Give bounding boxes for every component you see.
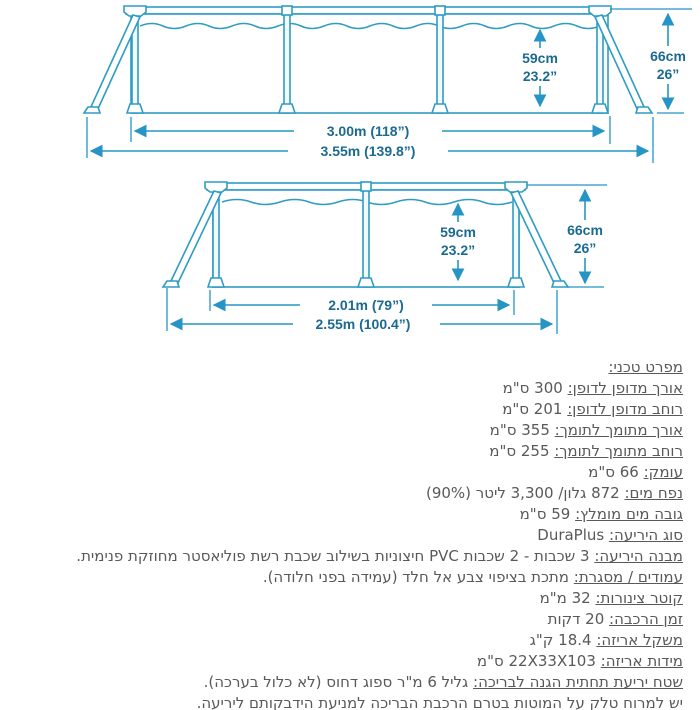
- post: [437, 14, 443, 113]
- pool-frame-drawing: [84, 6, 652, 113]
- outer-width-label: 2.55m (100.4”): [315, 316, 411, 332]
- spec-value: 872 גלון/ 3,300 ליטר (90%): [425, 484, 620, 502]
- spec-item: אורך מתומך לתומך: 355 ס"מ: [489, 421, 683, 439]
- post: [284, 14, 290, 113]
- spec-value: 32 מ"מ: [539, 589, 591, 607]
- inner-width-label: 2.01m (79”): [328, 297, 404, 313]
- spec-value: 355 ס"מ: [489, 421, 550, 439]
- spec-value: גליל 6 מ"ר ספוג דחוס (לא כלול בערכה).: [203, 673, 469, 691]
- leg-foot: [84, 107, 100, 113]
- post: [363, 190, 369, 287]
- spec-item: סוג היריעה: DuraPlus: [537, 526, 683, 544]
- technical-spec-list: [8, 357, 683, 710]
- spec-value: 18.4 ק"ג: [529, 631, 592, 649]
- leg-foot: [552, 281, 568, 287]
- post-cap: [505, 182, 527, 192]
- rail-joint: [282, 6, 292, 15]
- spec-item: קוטר צינורות: 32 מ"מ: [539, 589, 683, 607]
- spec-item: שטח יריעת תחתית הגנה לבריכה: גליל 6 מ"ר ספוג דחוס (לא כלול בערכה).: [203, 673, 683, 691]
- inner-length-label: 3.00m (118”): [326, 123, 410, 139]
- spec-item: מבנה היריעה: 3 שכבות - 2 שכבות PVC חיצוניות בשילוב שכבת רשת פוליאסטר מחוזקת פנימית.: [76, 547, 683, 565]
- post-cap: [124, 6, 146, 16]
- pool-length-diagram: [0, 0, 700, 176]
- water-height-in-label: 23.2”: [440, 242, 476, 258]
- post-foot: [127, 104, 143, 113]
- post-foot: [508, 278, 524, 287]
- frame-height-cm-label: 66cm: [650, 48, 686, 64]
- spec-item: עמודים / מסגרת: מתכת בציפוי צבע אל חלד (עמידה בפני חלודה).: [262, 568, 683, 586]
- spec-item: עומק: 66 ס"מ: [588, 463, 683, 481]
- post-cap: [205, 182, 227, 192]
- spec-item: נפח מים: 872 גלון/ 3,300 ליטר (90%): [425, 484, 683, 502]
- water-height-cm-label: 59cm: [522, 50, 558, 66]
- rail-joint: [435, 6, 445, 15]
- top-rail: [126, 7, 608, 14]
- post-foot: [208, 278, 224, 287]
- pool-frame-drawing: [163, 182, 568, 287]
- post-foot: [592, 104, 608, 113]
- spec-item: אורך מדופן לדופן: 300 ס"מ: [502, 379, 683, 397]
- rail-joint: [361, 182, 371, 191]
- spec-item: רוחב מדופן לדופן: 201 ס"מ: [502, 400, 683, 418]
- spec-item: מידות אריזה: 22X33X103 ס"מ: [476, 652, 683, 670]
- pool-width-diagram: [0, 176, 700, 352]
- spec-item: משקל אריזה: 18.4 ק"ג: [529, 631, 683, 649]
- water-height-cm-label: 59cm: [440, 224, 476, 240]
- post-cap: [589, 6, 611, 16]
- frame-height-in-label: 26”: [656, 66, 680, 82]
- water-height-in-label: 23.2”: [522, 68, 558, 84]
- spec-value: 3 שכבות - 2 שכבות PVC חיצוניות בשילוב שכבת רשת פוליאסטר מחוזקת פנימית.: [76, 547, 590, 565]
- spec-item: זמן הרכבה: 20 דקות: [547, 610, 683, 628]
- leg-foot: [163, 281, 179, 287]
- frame-height-cm-label: 66cm: [567, 222, 603, 238]
- spec-title: מפרט טכני:: [608, 358, 683, 376]
- spec-value: 255 ס"מ: [489, 442, 550, 460]
- spec-value: 201 ס"מ: [502, 400, 563, 418]
- spec-item: גובה מים מומלץ: 59 ס"מ: [519, 505, 683, 523]
- post-foot: [358, 278, 374, 287]
- post-foot: [432, 104, 448, 113]
- spec-item: רוחב מתומך לתומך: 255 ס"מ: [489, 442, 683, 460]
- spec-value: 20 דקות: [547, 610, 605, 628]
- spec-value: מתכת בציפוי צבע אל חלד (עמידה בפני חלודה).: [262, 568, 569, 586]
- spec-note: יש למרוח טלק על המוטות בטרם הרכבת הבריכה למניעת הידבקותם ליריעה.: [196, 694, 683, 710]
- spec-value: 300 ס"מ: [502, 379, 563, 397]
- outer-length-label: 3.55m (139.8”): [320, 143, 416, 159]
- spec-value: DuraPlus: [537, 526, 605, 544]
- frame-height-in-label: 26”: [573, 240, 597, 256]
- spec-value: 66 ס"מ: [588, 463, 639, 481]
- post-foot: [279, 104, 295, 113]
- spec-value: 22X33X103 ס"מ: [476, 652, 596, 670]
- leg-foot: [636, 107, 652, 113]
- spec-value: 59 ס"מ: [519, 505, 571, 523]
